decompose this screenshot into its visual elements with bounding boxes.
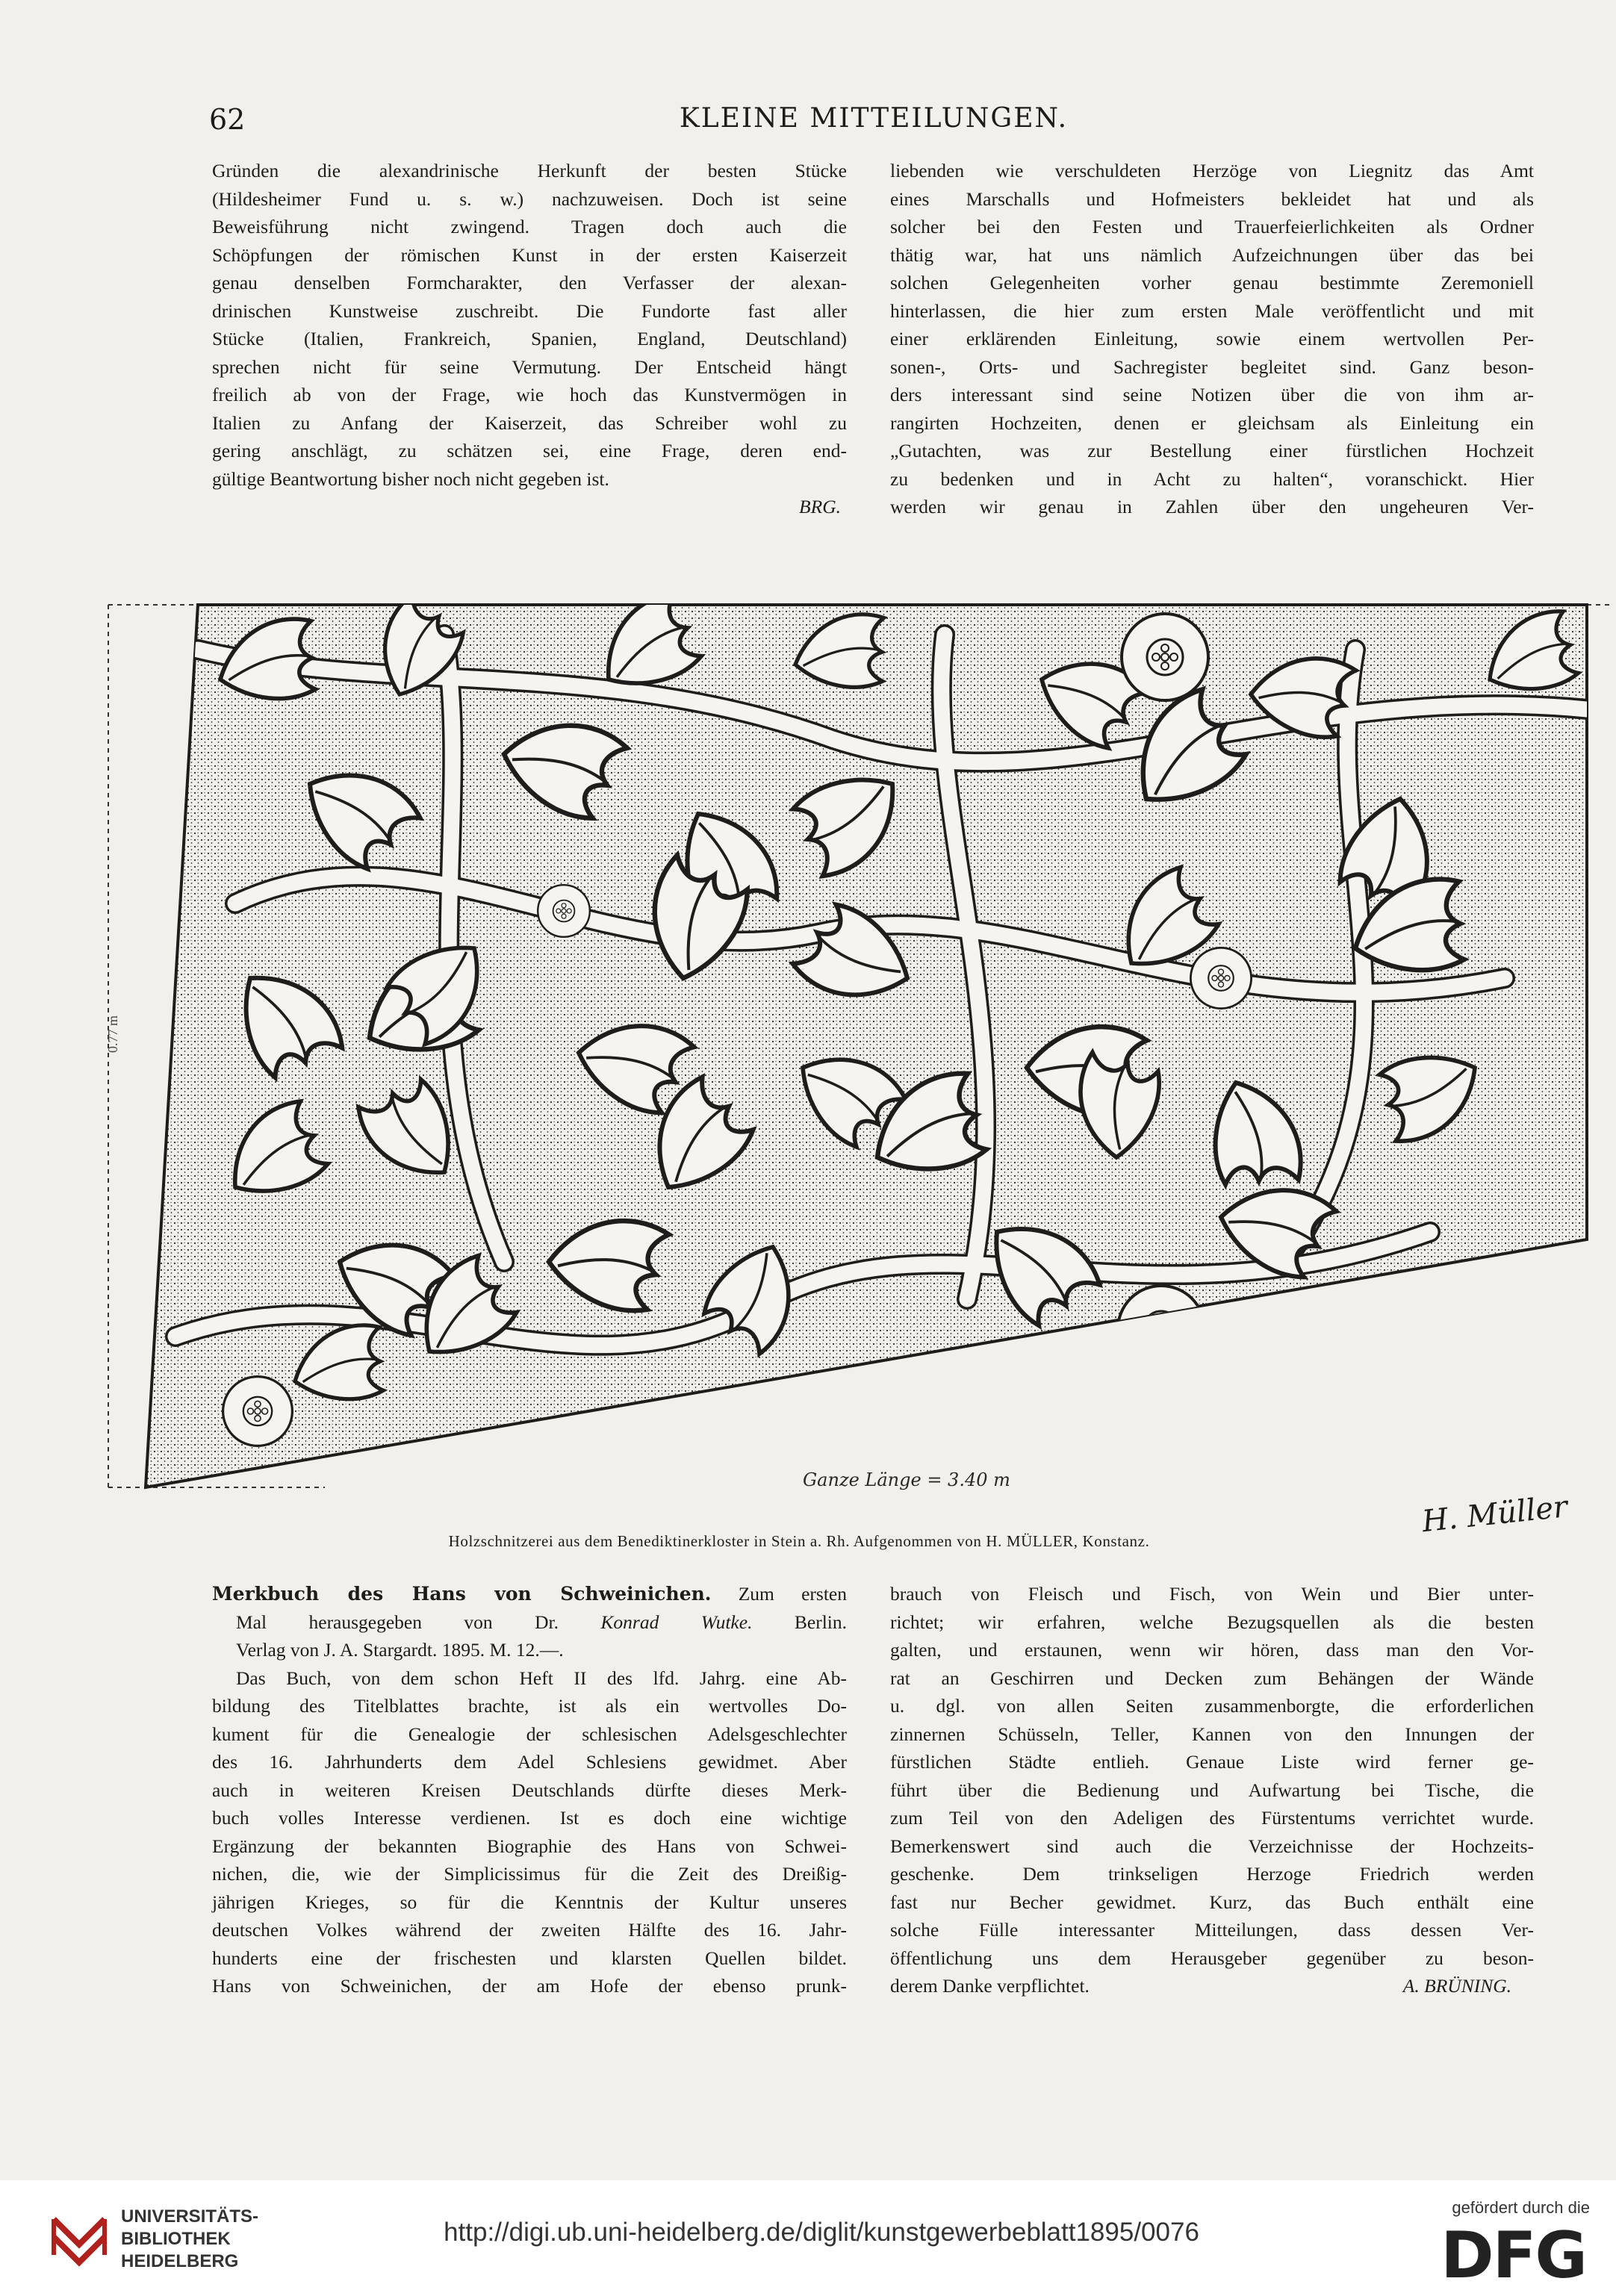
text-line: auch in weiteren Kreisen Deutschlands dürfte dieses Merk- [212,1779,847,1801]
top-right-column [890,157,1534,521]
review-intro: Mal herausgegeben von Dr. [236,1611,559,1633]
text-line: jährigen Krieges, so für die Kenntnis der Kultur unseres [212,1891,847,1913]
text-line: fast nur Becher gewidmet. Kurz, das Buch enthält eine [890,1891,1534,1913]
text-line: öffentlichung uns dem Herausgeber gegenüber zu beson- [890,1947,1534,1969]
text-line: sonen-, Orts- und Sachregister begleitet sind. Ganz beson- [890,355,1534,378]
text-line: hinterlassen, die hier zum ersten Male veröffentlicht und mit [890,299,1534,322]
review-intro: Zum ersten [738,1583,847,1605]
text-line: fürstlichen Städte entlieh. Genaue Liste wird ferner ge- [890,1751,1534,1773]
text-line: einer erklärenden Einleitung, sowie einem wertvollen Per- [890,328,1534,349]
text-line: solchen Gelegenheiten vorher genau bestimmte Zeremoniell [890,272,1534,293]
text-line: solcher bei den Festen und Trauerfeierlichkeiten als Ordner [890,216,1534,237]
text-line: Schöpfungen der römischen Kunst in der ersten Kaiserzeit [212,243,847,266]
text-line: nichen, die, wie der Simplicissimus für die Zeit des Dreißig- [212,1863,847,1885]
text-line: sprechen nicht für seine Vermutung. Der Entscheid hängt [212,355,847,378]
height-note: 0.77 m [105,1015,120,1053]
text-line: (Hildesheimer Fund u. s. w.) nachzuweisen. Doch ist seine [212,187,847,210]
author-signature: A. BRÜNING. [1402,1975,1511,1997]
editor-name: Konrad Wutke. [600,1611,753,1633]
author-signature: BRG. [799,496,841,517]
text-line: brauch von Fleisch und Fisch, von Wein und Bier unter- [890,1583,1534,1605]
permalink-url[interactable]: http://digi.ub.uni-heidelberg.de/diglit/kunstgewerbeblatt1895/0076 [444,2218,1199,2247]
text-line: „Gutachten, was zur Bestellung einer fürstlichen Hochzeit [890,440,1534,461]
text-line: gering anschlägt, zu schätzen sei, eine Frage, deren end- [212,440,847,461]
text-line: geschenke. Dem trinkseligen Herzoge Friedrich werden [890,1863,1534,1885]
review-closing-line [890,1972,1534,2000]
text-line: u. dgl. von allen Seiten zusammenborgte, die erforderlichen [890,1695,1534,1717]
text-line: hunderts eine der frischesten und klarsten Quellen bildet. [212,1947,847,1969]
text-line: zinnernen Schüsseln, Teller, Kannen von den Innungen der [890,1723,1534,1745]
library-name [121,2206,258,2273]
length-note: Ganze Länge = 3.40 m [803,1469,1010,1490]
text-line: galten, und erstaunen, wenn wir hören, dass man den Vor- [890,1639,1534,1661]
text-line: Bemerkenswert sind auch die Verzeichnisse der Hochzeits- [890,1835,1534,1857]
text-line: Gründen die alexandrinische Herkunft der besten Stücke [212,160,847,181]
text-line: richtet; wir erfahren, welche Bezugsquellen als die besten [890,1611,1534,1633]
page-number: 62 [209,103,246,136]
text-line: bildung des Titelblattes brachte, ist als ein wertvolles Do- [212,1695,847,1717]
text-line: freilich ab von der Frage, wie hoch das Kunstvermögen in [212,384,847,405]
review-heading-line [212,1608,847,1637]
text-line: solche Fülle interessanter Mitteilungen, dass dessen Ver- [890,1919,1534,1941]
library-name-line: UNIVERSITÄTS- [121,2206,259,2227]
review-heading-line: Verlag von J. A. Stargardt. 1895. M. 12.—. [236,1639,564,1661]
text-line: Das Buch, von dem schon Heft II des lfd. Jahrg. eine Ab- [236,1667,847,1689]
top-left-column [212,157,847,521]
text-line: Ergänzung der bekannten Biographie des Hans von Schwei- [212,1835,847,1857]
text-line: führt über die Bedienung und Aufwartung bei Tische, die [890,1779,1534,1801]
review-heading-line [212,1580,847,1608]
digitization-footer [0,2180,1616,2296]
dfg-logo: DFG [1441,2218,1586,2293]
university-library-logo [46,2204,112,2270]
figure-caption: Holzschnitzerei aus dem Benediktinerkloster in Stein a. Rh. Aufgenommen von H. MÜLLER, Konstanz. [448,1532,1150,1550]
running-title: KLEINE MITTEILUNGEN. [679,103,1069,134]
book-title: Merkbuch des Hans von Schweinichen. [212,1583,712,1605]
closing-text: derem Danke verpflichtet. [890,1975,1090,1997]
text-line: deutschen Volkes während der zweiten Hälfte des 16. Jahr- [212,1919,847,1941]
woodcarving-illustration [86,590,1609,1540]
review-right-column [890,1580,1534,2000]
library-name-line: BIBLIOTHEK [121,2229,231,2249]
text-line: Hans von Schweinichen, der am Hofe der ebenso prunk- [212,1975,847,1997]
text-line: werden wir genau in Zahlen über den ungeheuren Ver- [890,496,1534,517]
library-name-line: HEIDELBERG [121,2251,239,2271]
text-line: buch volles Interesse verdienen. Ist es doch eine wichtige [212,1807,847,1829]
review-left-column [212,1580,847,2000]
text-line: eines Marschalls und Hofmeisters bekleidet hat und als [890,187,1534,210]
text-line: genau denselben Formcharakter, den Verfasser der alexan- [212,272,847,293]
text-line: zu bedenken und in Acht zu halten“, voranschickt. Hier [890,467,1534,490]
text-line: rangirten Hochzeiten, denen er gleichsam als Einleitung ein [890,411,1534,434]
text-line: ders interessant sind seine Notizen über die von ihm ar- [890,384,1534,405]
text-line: liebenden wie verschuldeten Herzöge von Liegnitz das Amt [890,160,1534,181]
text-line: Italien zu Anfang der Kaiserzeit, das Schreiber wohl zu [212,411,847,434]
text-line: drinischen Kunstweise zuschreibt. Die Fundorte fast aller [212,299,847,322]
review-intro: Berlin. [794,1611,847,1633]
text-line: Stücke (Italien, Frankreich, Spanien, England, Deutschland) [212,328,847,349]
artist-signature: H. Müller [1420,1490,1570,1540]
text-line: zum Teil von den Adeligen des Fürstentums verrichtet wurde. [890,1807,1534,1829]
text-line: gültige Beantwortung bisher noch nicht gegeben ist. [212,467,609,490]
text-line: Beweisführung nicht zwingend. Tragen doch auch die [212,216,847,237]
text-line: des 16. Jahrhunderts dem Adel Schlesiens gewidmet. Aber [212,1751,847,1773]
text-line: rat an Geschirren und Decken zum Behängen der Wände [890,1667,1534,1689]
page-header [209,103,1538,140]
text-line: thätig war, hat uns nämlich Aufzeichnungen über das bei [890,243,1534,266]
text-line: kument für die Genealogie der schlesischen Adelsgeschlechter [212,1723,847,1745]
funded-by-label: gefördert durch die [1452,2198,1590,2217]
